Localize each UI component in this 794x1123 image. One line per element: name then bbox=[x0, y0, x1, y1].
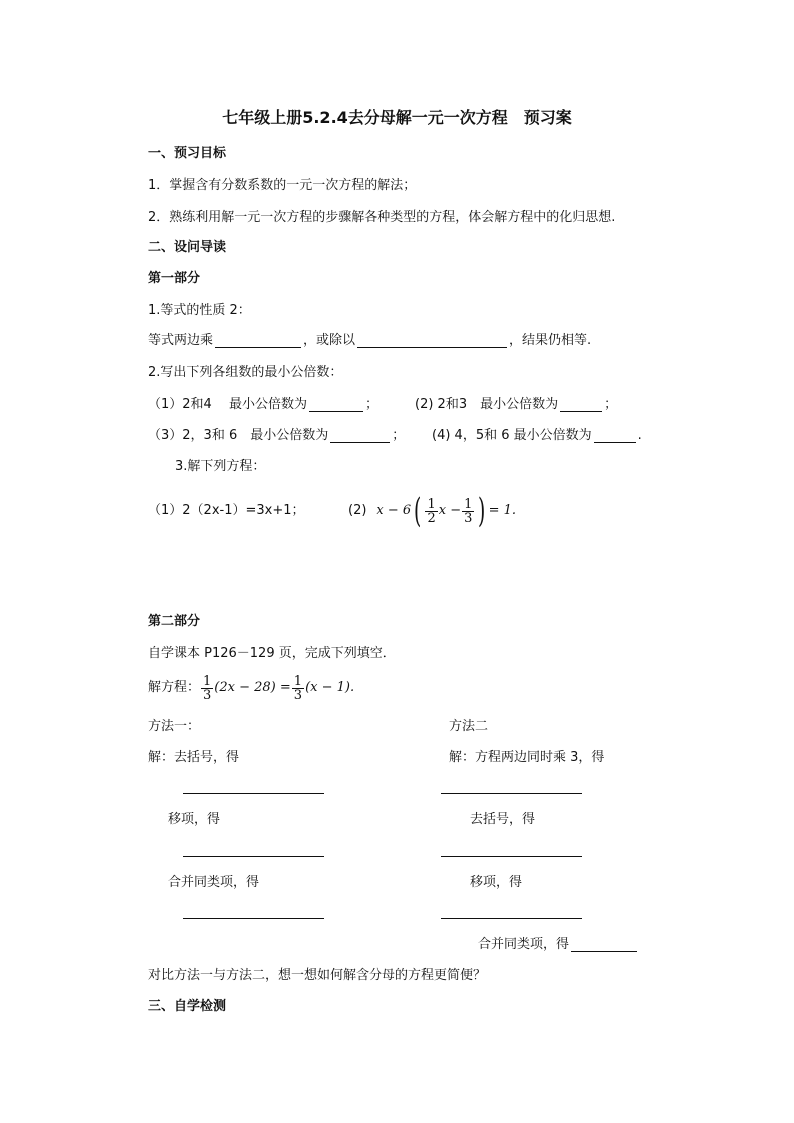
eq2-frac1-num: 1 bbox=[427, 496, 436, 512]
q2-item-1-blank[interactable] bbox=[309, 399, 363, 412]
eq2-fraction-2 bbox=[462, 498, 474, 525]
compare-question: 对比方法一与方法二，想一想如何解含分母的方程更简便？ bbox=[148, 968, 487, 983]
q1-text-b: ，或除以 bbox=[303, 333, 356, 348]
method2-step-4-blank[interactable] bbox=[571, 939, 637, 952]
part2-fraction-2 bbox=[292, 675, 304, 702]
part2-fraction-1 bbox=[201, 675, 213, 702]
eq2-lhs: x − 6 bbox=[376, 503, 412, 518]
method1-answer-line-3[interactable] bbox=[183, 918, 324, 919]
q2-item-3-label: （3）2，3和 6 最小公倍数为 bbox=[148, 428, 329, 443]
q2-item-3-end: ； bbox=[392, 428, 406, 443]
eq2-frac2-den: 3 bbox=[464, 510, 473, 526]
q1-text-c: ，结果仍相等. bbox=[509, 333, 592, 348]
part1-heading: 第一部分 bbox=[148, 271, 201, 286]
method2-answer-line-3[interactable] bbox=[441, 918, 582, 919]
eq2-fraction-1 bbox=[425, 498, 437, 525]
method1-title: 方法一： bbox=[148, 719, 201, 734]
q2-item-1-end: ； bbox=[364, 397, 378, 412]
q2-item-1-label: （1）2和4 最小公倍数为 bbox=[148, 397, 307, 412]
method2-step-4 bbox=[478, 937, 639, 953]
left-paren-icon: ( bbox=[414, 491, 422, 531]
eq2-label: (2) bbox=[348, 503, 367, 518]
equation-1: （1）2（2x-1）=3x+1； bbox=[148, 503, 305, 518]
objective-1: 1．掌握含有分数系数的一元一次方程的解法； bbox=[148, 178, 417, 193]
q1-text-a: 等式两边乘 bbox=[148, 333, 214, 348]
q1-blank-2[interactable] bbox=[357, 335, 507, 348]
right-paren-icon: ) bbox=[478, 491, 486, 531]
q2-item-3 bbox=[148, 428, 405, 444]
section2-heading: 二、设问导读 bbox=[148, 240, 227, 255]
question3-title: 3.解下列方程： bbox=[175, 459, 266, 474]
method1-answer-line-1[interactable] bbox=[183, 793, 324, 794]
page-title: 七年级上册5.2.4去分母解一元一次方程 预习案 bbox=[222, 108, 572, 127]
eq2-mid: x − bbox=[438, 503, 462, 518]
q1-blank-1[interactable] bbox=[215, 335, 301, 348]
method1-step-1: 解：去括号，得 bbox=[148, 750, 240, 765]
objective-2: 2．熟练利用解一元一次方程的步骤解各种类型的方程，体会解方程中的化归思想. bbox=[148, 210, 616, 225]
part2-eq-mid1: (2x − 28) = bbox=[214, 680, 291, 695]
q2-item-4-blank[interactable] bbox=[594, 430, 636, 443]
method1-step-3: 合并同类项，得 bbox=[168, 875, 260, 890]
method2-step-4-label: 合并同类项，得 bbox=[478, 937, 570, 952]
part2-f1-num: 1 bbox=[203, 673, 212, 689]
part2-heading: 第二部分 bbox=[148, 614, 201, 629]
eq2-rhs: = 1. bbox=[488, 503, 517, 518]
q2-item-4-label: (4) 4，5和 6 最小公倍数为 bbox=[432, 428, 592, 443]
q2-item-2-end: ； bbox=[604, 397, 618, 412]
question2-title: 2.写出下列各组数的最小公倍数： bbox=[148, 365, 343, 380]
q2-item-2-blank[interactable] bbox=[560, 399, 602, 412]
eq2-frac1-den: 2 bbox=[427, 510, 436, 526]
q2-item-4 bbox=[432, 428, 642, 444]
method2-step-2: 去括号，得 bbox=[470, 812, 536, 827]
method2-answer-line-1[interactable] bbox=[441, 793, 582, 794]
method2-step-1: 解：方程两边同时乘 3，得 bbox=[449, 750, 605, 765]
method2-answer-line-2[interactable] bbox=[441, 856, 582, 857]
section3-heading: 三、自学检测 bbox=[148, 999, 227, 1014]
method1-step-2: 移项，得 bbox=[168, 812, 221, 827]
q2-item-1 bbox=[148, 397, 378, 413]
part2-eq-mid2: (x − 1). bbox=[305, 680, 355, 695]
q2-item-3-blank[interactable] bbox=[330, 430, 390, 443]
eq2-frac2-num: 1 bbox=[464, 496, 473, 512]
q2-item-2 bbox=[415, 397, 617, 413]
q2-item-2-label: (2) 2和3 最小公倍数为 bbox=[415, 397, 559, 412]
part2-eq-label: 解方程： bbox=[148, 680, 201, 695]
section1-heading: 一、预习目标 bbox=[148, 146, 227, 161]
question1-line bbox=[148, 333, 591, 349]
method1-answer-line-2[interactable] bbox=[183, 856, 324, 857]
part2-f2-num: 1 bbox=[293, 673, 303, 689]
part2-equation bbox=[148, 670, 354, 706]
part2-f2-den: 3 bbox=[293, 687, 303, 703]
part2-f1-den: 3 bbox=[203, 687, 212, 703]
method2-title: 方法二 bbox=[449, 719, 489, 734]
part2-intro: 自学课本 P126－129 页，完成下列填空． bbox=[148, 646, 396, 661]
q2-item-4-end: . bbox=[637, 428, 642, 443]
method2-step-3: 移项，得 bbox=[470, 875, 523, 890]
question1-title: 1.等式的性质 2： bbox=[148, 303, 251, 318]
equation-2 bbox=[348, 488, 516, 534]
